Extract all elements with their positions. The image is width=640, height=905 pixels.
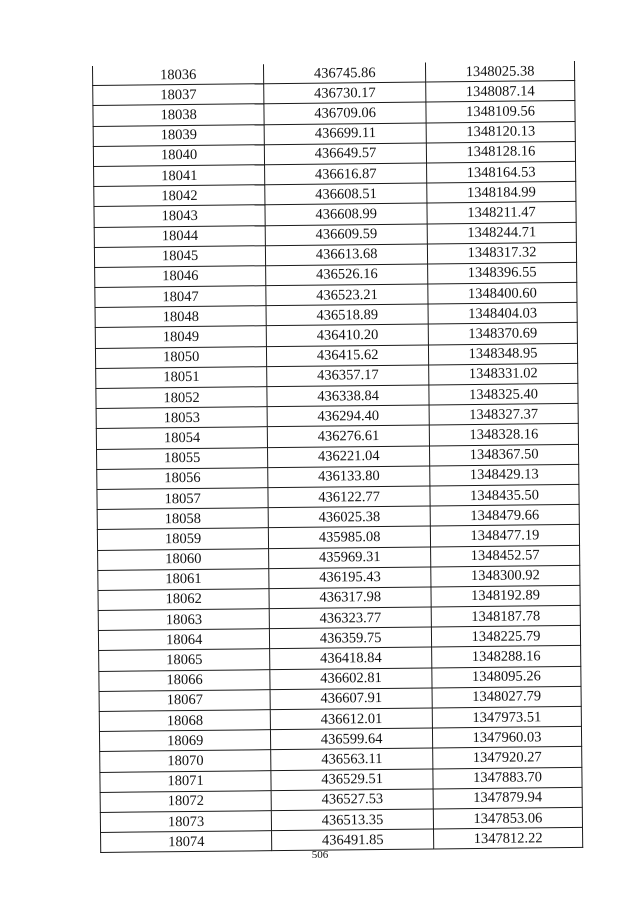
point-id-cell: 18062 [98,589,269,611]
x-coordinate-cell: 436613.68 [266,244,428,266]
point-id-cell: 18047 [95,286,266,308]
x-coordinate-cell: 435985.08 [269,526,431,548]
point-id-cell: 18055 [97,447,268,469]
x-coordinate-cell: 436195.43 [269,567,431,589]
y-coordinate-cell: 1348211.47 [427,202,576,224]
x-coordinate-cell: 436323.77 [269,607,431,629]
y-coordinate-cell: 1348325.40 [429,383,578,405]
y-coordinate-cell: 1348400.60 [428,282,577,304]
y-coordinate-cell: 1348367.50 [429,444,578,466]
point-id-cell: 18064 [98,629,269,651]
x-coordinate-cell: 436529.51 [271,769,433,791]
point-id-cell: 18058 [97,508,268,530]
y-coordinate-cell: 1348025.38 [425,61,574,82]
point-id-cell: 18049 [95,326,266,348]
coordinate-table-body [92,61,582,853]
y-coordinate-cell: 1348288.16 [432,646,581,668]
point-id-cell: 18057 [97,488,268,510]
point-id-cell: 18038 [93,104,264,126]
x-coordinate-cell: 436518.89 [266,304,428,326]
x-coordinate-cell: 436317.98 [269,587,431,609]
x-coordinate-cell: 436527.53 [271,789,433,811]
page-number: 506 [311,849,329,861]
x-coordinate-cell: 436730.17 [264,82,426,104]
point-id-cell: 18053 [96,407,267,429]
y-coordinate-cell: 1348317.32 [427,242,576,264]
x-coordinate-cell: 436491.85 [272,829,434,851]
point-id-cell: 18065 [99,649,270,671]
y-coordinate-cell: 1348435.50 [430,484,579,506]
x-coordinate-cell: 436338.84 [267,385,429,407]
x-coordinate-cell: 436122.77 [268,486,430,508]
point-id-cell: 18039 [93,124,264,146]
x-coordinate-cell: 436415.62 [267,345,429,367]
x-coordinate-cell: 436608.99 [265,203,427,225]
point-id-cell: 18043 [94,205,265,227]
y-coordinate-cell: 1348404.03 [428,303,577,325]
y-coordinate-cell: 1348095.26 [432,666,581,688]
y-coordinate-cell: 1347812.22 [434,828,583,850]
point-id-cell: 18040 [93,144,264,166]
y-coordinate-cell: 1347879.94 [433,787,582,809]
point-id-cell: 18052 [96,387,267,409]
y-coordinate-cell: 1347960.03 [432,727,581,749]
point-id-cell: 18071 [100,770,271,792]
point-id-cell: 18044 [94,225,265,247]
y-coordinate-cell: 1347973.51 [432,706,581,728]
x-coordinate-cell: 435969.31 [269,546,431,568]
x-coordinate-cell: 436025.38 [268,506,430,528]
x-coordinate-cell: 436608.51 [265,183,427,205]
x-coordinate-cell: 436410.20 [267,324,429,346]
x-coordinate-cell: 436221.04 [268,446,430,468]
y-coordinate-cell: 1348120.13 [426,121,575,143]
x-coordinate-cell: 436612.01 [271,708,433,730]
x-coordinate-cell: 436526.16 [266,264,428,286]
point-id-cell: 18054 [96,427,267,449]
x-coordinate-cell: 436607.91 [270,688,432,710]
x-coordinate-cell: 436133.80 [268,466,430,488]
y-coordinate-cell: 1347920.27 [433,747,582,769]
point-id-cell: 18060 [98,548,269,570]
x-coordinate-cell: 436294.40 [267,405,429,427]
y-coordinate-cell: 1348477.19 [430,525,579,547]
point-id-cell: 18059 [97,528,268,550]
point-id-cell: 18042 [94,185,265,207]
coordinate-table [92,61,583,853]
y-coordinate-cell: 1348429.13 [430,464,579,486]
x-coordinate-cell: 436599.64 [271,728,433,750]
y-coordinate-cell: 1348164.53 [427,161,576,183]
x-coordinate-cell: 436649.57 [265,143,427,165]
x-coordinate-cell: 436513.35 [272,809,434,831]
point-id-cell: 18072 [100,790,271,812]
x-coordinate-cell: 436563.11 [271,748,433,770]
point-id-cell: 18051 [96,366,267,388]
y-coordinate-cell: 1348331.02 [429,363,578,385]
y-coordinate-cell: 1348027.79 [432,686,581,708]
point-id-cell: 18069 [99,730,270,752]
x-coordinate-cell: 436609.59 [265,223,427,245]
y-coordinate-cell: 1348348.95 [428,343,577,365]
y-coordinate-cell: 1347883.70 [433,767,582,789]
point-id-cell: 18067 [99,689,270,711]
point-id-cell: 18073 [100,811,271,833]
point-id-cell: 18048 [95,306,266,328]
point-id-cell: 18056 [97,467,268,489]
y-coordinate-cell: 1348479.66 [430,505,579,527]
y-coordinate-cell: 1348225.79 [431,626,580,648]
point-id-cell: 18061 [98,568,269,590]
x-coordinate-cell: 436616.87 [265,163,427,185]
point-id-cell: 18036 [92,64,263,85]
y-coordinate-cell: 1348087.14 [426,81,575,103]
x-coordinate-cell: 436602.81 [270,668,432,690]
point-id-cell: 18068 [99,710,270,732]
x-coordinate-cell: 436709.06 [264,102,426,124]
point-id-cell: 18050 [95,346,266,368]
y-coordinate-cell: 1348396.55 [428,262,577,284]
y-coordinate-cell: 1348328.16 [429,424,578,446]
x-coordinate-cell: 436418.84 [270,647,432,669]
x-coordinate-cell: 436745.86 [264,63,426,84]
y-coordinate-cell: 1348327.37 [429,404,578,426]
x-coordinate-cell: 436357.17 [267,365,429,387]
point-id-cell: 18041 [94,165,265,187]
point-id-cell: 18074 [101,831,272,853]
x-coordinate-cell: 436523.21 [266,284,428,306]
y-coordinate-cell: 1347853.06 [433,807,582,829]
y-coordinate-cell: 1348370.69 [428,323,577,345]
y-coordinate-cell: 1348128.16 [426,141,575,163]
point-id-cell: 18070 [100,750,271,772]
x-coordinate-cell: 436276.61 [268,425,430,447]
x-coordinate-cell: 436699.11 [264,123,426,145]
x-coordinate-cell: 436359.75 [270,627,432,649]
y-coordinate-cell: 1348300.92 [431,565,580,587]
point-id-cell: 18045 [94,245,265,267]
point-id-cell: 18046 [95,266,266,288]
y-coordinate-cell: 1348109.56 [426,101,575,123]
y-coordinate-cell: 1348244.71 [427,222,576,244]
point-id-cell: 18066 [99,669,270,691]
y-coordinate-cell: 1348184.99 [427,182,576,204]
point-id-cell: 18037 [93,84,264,106]
y-coordinate-cell: 1348452.57 [431,545,580,567]
y-coordinate-cell: 1348192.89 [431,585,580,607]
point-id-cell: 18063 [98,609,269,631]
y-coordinate-cell: 1348187.78 [431,605,580,627]
